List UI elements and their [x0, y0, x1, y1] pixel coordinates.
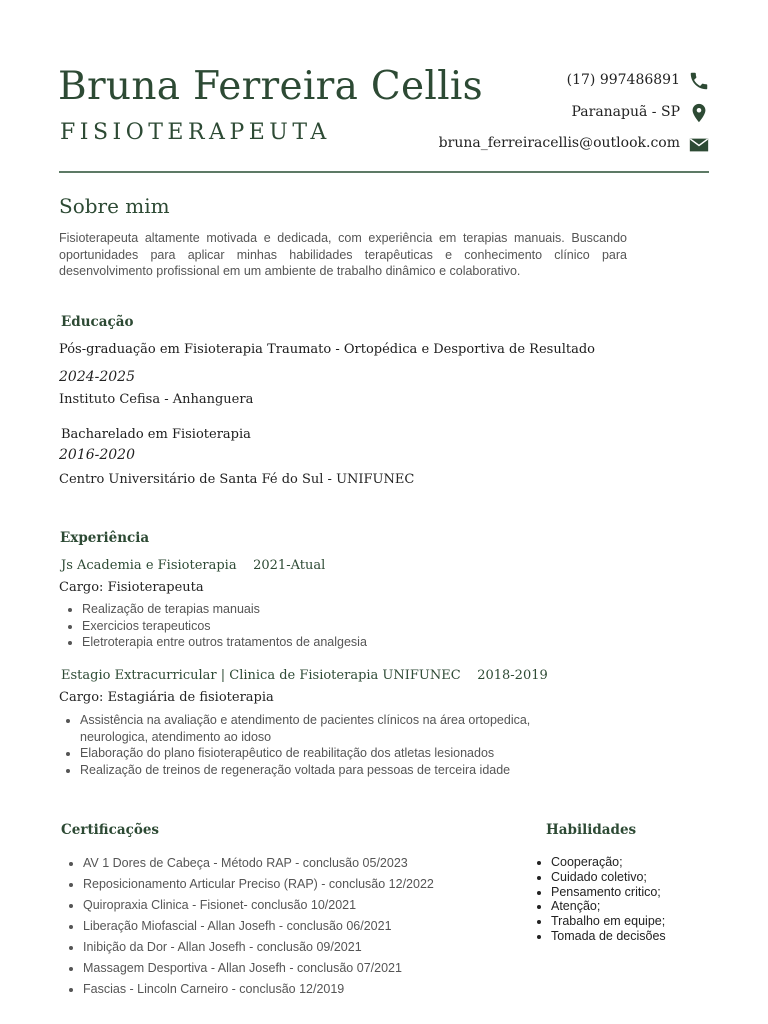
job-role: Cargo: Estagiária de fisioterapia — [59, 690, 274, 705]
list-item: • Tomada de decisões — [551, 929, 737, 944]
skills-heading: Habilidades — [546, 822, 637, 838]
education-degree: Bacharelado em Fisioterapia — [61, 427, 251, 442]
header-divider — [59, 171, 709, 173]
list-item: • Elaboração do plano fisioterapêutico de reabilitação dos atletas lesionados — [80, 745, 578, 762]
job-title: FISIOTERAPEUTA — [60, 120, 331, 145]
email-text[interactable]: bruna_ferreiracellis@outlook.com — [438, 135, 680, 151]
list-item: • Cooperação; — [551, 855, 737, 870]
experience-heading: Experiência — [60, 530, 150, 546]
envelope-icon — [688, 134, 710, 156]
phone-text: (17) 997486891 — [566, 72, 680, 88]
list-item: • Massagem Desportiva - Allan Josefh - conclusão 07/2021 — [83, 958, 499, 979]
list-item: • Reposicionamento Articular Preciso (RAP) - conclusão 12/2022 — [83, 874, 499, 895]
list-item: • Cuidado coletivo; — [551, 870, 737, 885]
list-item: • Quiropraxia Clinica - Fisionet- conclusão 10/2021 — [83, 895, 499, 916]
about-heading: Sobre mim — [59, 194, 170, 218]
list-item: • Trabalho em equipe; — [551, 914, 737, 929]
list-item: • Realização de treinos de regeneração voltada para pessoas de terceira idade — [80, 762, 578, 779]
map-pin-icon — [688, 102, 710, 124]
list-item: • Realização de terapias manuais — [82, 601, 660, 618]
job-bullets — [58, 712, 578, 778]
list-item: • Pensamento critico; — [551, 885, 737, 900]
education-degree: Pós-graduação em Fisioterapia Traumato - Ortopédica e Desportiva de Resultado — [59, 342, 595, 357]
list-item: • Eletroterapia entre outros tratamentos de analgesia — [82, 634, 660, 651]
phone-icon — [688, 70, 710, 92]
education-institution: Centro Universitário de Santa Fé do Sul - UNIFUNEC — [59, 472, 415, 487]
list-item: • AV 1 Dores de Cabeça - Método RAP - conclusão 05/2023 — [83, 853, 499, 874]
job-heading: Estagio Extracurricular | Clinica de Fisioterapia UNIFUNEC 2018-2019 — [61, 668, 548, 683]
about-paragraph: Fisioterapeuta altamente motivada e dedicada, com experiência em terapias manuais. Buscando oportunidades para aplicar minhas habilidades terapêuticas e conhecimento clínico para desenvolvimento profissional em um ambiente de trabalho dinâmico e colaborativo. — [59, 231, 627, 278]
location-text: Paranapuã - SP — [571, 104, 680, 120]
job-bullets — [60, 601, 660, 651]
list-item: • Inibição da Dor - Allan Josefh - conclusão 09/2021 — [83, 937, 499, 958]
education-years: 2016-2020 — [59, 447, 135, 463]
list-item: • Liberação Miofascial - Allan Josefh - conclusão 06/2021 — [83, 916, 499, 937]
job-heading: Js Academia e Fisioterapia 2021-Atual — [61, 558, 326, 573]
certifications-heading: Certificações — [61, 822, 160, 838]
candidate-name: Bruna Ferreira Cellis — [58, 64, 483, 109]
list-item: • Exercicios terapeuticos — [82, 618, 660, 635]
job-role: Cargo: Fisioterapeuta — [59, 580, 204, 595]
list-item: • Atenção; — [551, 899, 737, 914]
education-years: 2024-2025 — [59, 369, 135, 385]
education-heading: Educação — [61, 314, 134, 330]
skills-list — [537, 855, 737, 944]
certifications-list — [59, 853, 499, 1000]
list-item: • Fascias - Lincoln Carneiro - conclusão 12/2019 — [83, 979, 499, 1000]
education-institution: Instituto Cefisa - Anhanguera — [59, 392, 254, 407]
list-item: • Assistência na avaliação e atendimento de pacientes clínicos na área ortopedica, neurologica, atendimento ao idoso — [80, 712, 578, 745]
